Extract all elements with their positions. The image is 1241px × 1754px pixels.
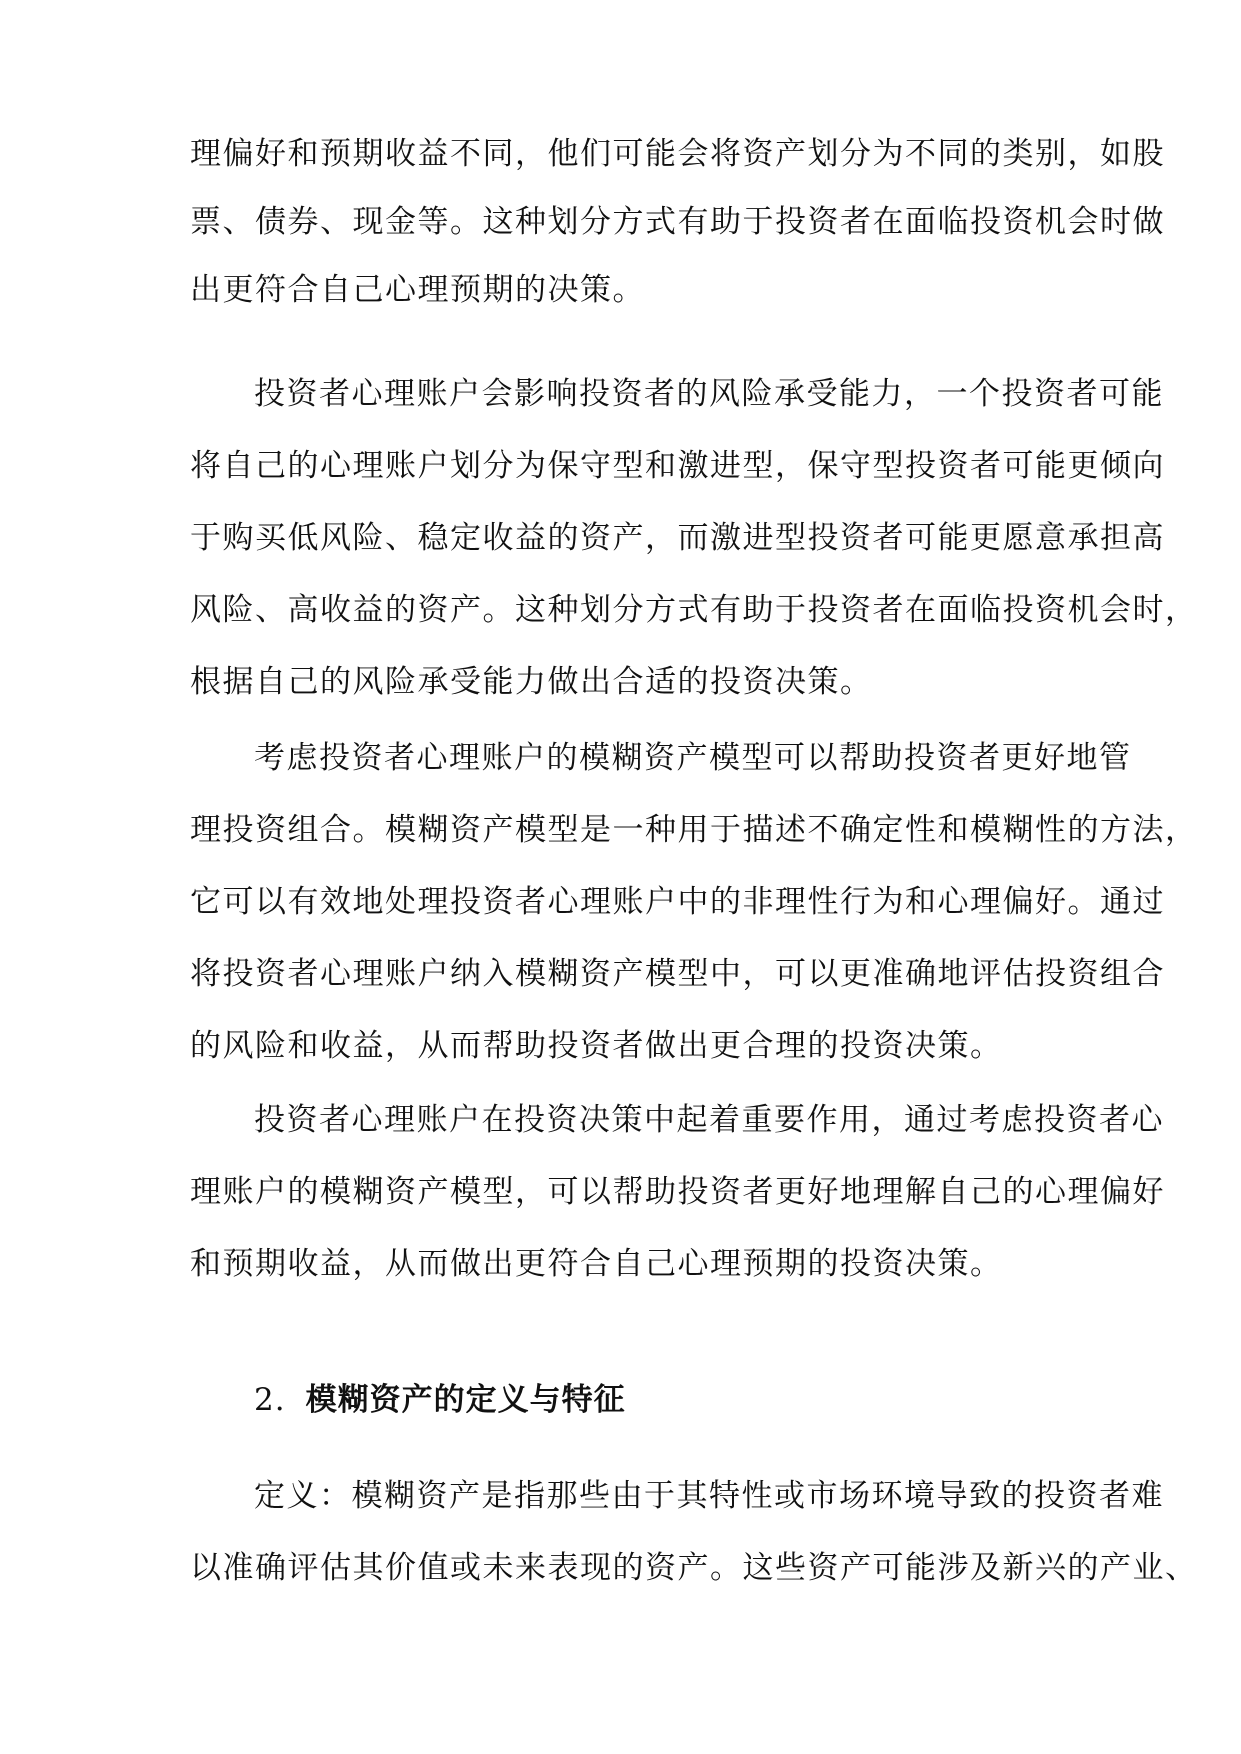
section-heading [254,1380,626,1420]
text-line: 根据自己的风险承受能力做出合适的投资决策。 [190,664,873,700]
text-line: 将投资者心理账户纳入模糊资产模型中，可以更准确地评估投资组合 [190,956,1165,992]
text-line: 的风险和收益，从而帮助投资者做出更合理的投资决策。 [190,1028,1003,1064]
text-line: 投资者心理账户会影响投资者的风险承受能力，一个投资者可能 [254,376,1164,412]
text-line: 和预期收益，从而做出更符合自己心理预期的投资决策。 [190,1246,1003,1282]
text-line: 理投资组合。模糊资产模型是一种用于描述不确定性和模糊性的方法， [190,812,1198,848]
text-line: 投资者心理账户在投资决策中起着重要作用，通过考虑投资者心 [254,1102,1164,1138]
text-line: 考虑投资者心理账户的模糊资产模型可以帮助投资者更好地管 [254,740,1132,776]
section-number: 2. [254,1382,286,1418]
text-line: 理账户的模糊资产模型，可以帮助投资者更好地理解自己的心理偏好 [190,1174,1165,1210]
text-line: 风险、高收益的资产。这种划分方式有助于投资者在面临投资机会时， [190,592,1198,628]
text-line: 以准确评估其价值或未来表现的资产。这些资产可能涉及新兴的产业、 [190,1550,1198,1586]
text-line: 将自己的心理账户划分为保守型和激进型，保守型投资者可能更倾向 [190,448,1165,484]
text-line: 出更符合自己心理预期的决策。 [190,272,645,308]
section-title: 模糊资产的定义与特征 [305,1382,626,1418]
text-line: 定义：模糊资产是指那些由于其特性或市场环境导致的投资者难 [254,1478,1164,1514]
text-line: 于购买低风险、稳定收益的资产，而激进型投资者可能更愿意承担高 [190,520,1165,556]
text-line: 它可以有效地处理投资者心理账户中的非理性行为和心理偏好。通过 [190,884,1165,920]
text-line: 票、债券、现金等。这种划分方式有助于投资者在面临投资机会时做 [190,204,1165,240]
text-line: 理偏好和预期收益不同，他们可能会将资产划分为不同的类别，如股 [190,136,1165,172]
